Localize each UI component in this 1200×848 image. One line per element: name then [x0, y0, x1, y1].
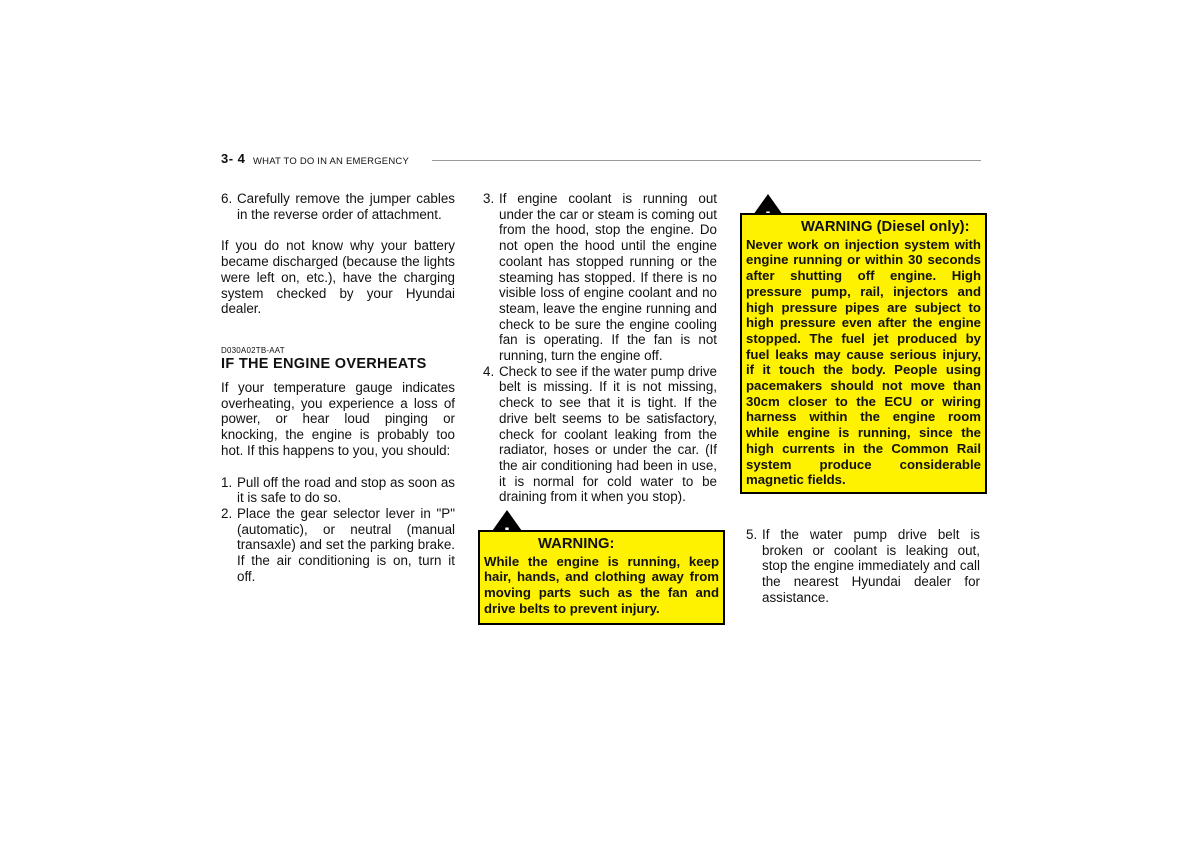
- diesel-warning-box: [740, 213, 987, 494]
- step-text: Carefully remove the jumper cables in the reverse order of attachment.: [237, 191, 455, 222]
- step-text: Pull off the road and stop as soon as it is safe to do so.: [237, 474, 455, 506]
- column-1: [221, 191, 455, 317]
- step-number: 1.: [221, 474, 233, 490]
- step-6: [221, 191, 455, 222]
- page-number: 3- 4: [221, 151, 246, 166]
- warning-title: WARNING:: [538, 536, 615, 552]
- step-text: Check to see if the water pump drive belt is missing. If it is not missing, check to see that it is tight. If the drive belt seems to be satisfactory, check for coolant leaking from the radiator, hoses or under the car. (If the air conditioning had been in use, it is normal for cold water to be draining from it when you stop).: [499, 363, 717, 505]
- warning-title: WARNING (Diesel only):: [801, 219, 970, 235]
- intro-paragraph: If your temperature gauge indicates overheating, you experience a loss of power, or hear loud pinging or knocking, the engine is probably too hot. If this happens to you, you should:: [221, 380, 455, 458]
- section-code: D030A02TB-AAT: [221, 346, 285, 355]
- step-2: [221, 506, 455, 585]
- step-3: [483, 191, 717, 364]
- section-heading: IF THE ENGINE OVERHEATS: [221, 356, 427, 372]
- step-4: [483, 364, 717, 505]
- step-text: Place the gear selector lever in "P" (automatic), or neutral (manual transaxle) and set the parking brake. If the air conditioning is on, turn it off.: [237, 505, 455, 584]
- step-number: 2.: [221, 505, 233, 521]
- warning-text: While the engine is running, keep hair, hands, and clothing away from moving parts such as the fan and drive belts to prevent injury.: [484, 553, 719, 616]
- step-number: 6.: [221, 191, 233, 206]
- warning-box: [478, 530, 725, 625]
- column-1-lower: [221, 380, 455, 584]
- step-text: If the water pump drive belt is broken or coolant is leaking out, stop the engine immediately and call the nearest Hyundai dealer for assistance.: [762, 527, 980, 605]
- battery-paragraph: If you do not know why your battery became discharged (because the lights were left on, etc.), have the charging system checked by your Hyundai dealer.: [221, 238, 455, 317]
- warning-text: Never work on injection system with engine running or within 30 seconds after shutting off engine. High pressure pump, rail, injectors and high pressure pipes are subject to high pressure even after the engine stopped. The fuel jet produced by fuel leaks may cause serious injury, if it touch the body. People using pacemakers should not move than 30cm closer to the ECU or wiring harness within the engine room while engine is running, since the high currents in the Common Rail system produce considerable magnetic fields.: [746, 236, 981, 488]
- step-text: If engine coolant is running out under the car or steam is coming out from the hood, stop the engine. Do not open the hood until the engine coolant has stopped running or the steaming has stopped. If there is no visible loss of engine coolant and no steam, leave the engine running and check to be sure the engine cooling fan is operating. If the fan is not running, turn the engine off.: [499, 191, 717, 364]
- step-number: 3.: [483, 191, 495, 206]
- step-number: 5.: [746, 527, 758, 542]
- header-rule: [432, 160, 981, 161]
- column-2: [483, 191, 717, 505]
- section-title: WHAT TO DO IN AN EMERGENCY: [253, 156, 409, 167]
- step-5: [746, 527, 980, 606]
- step-1: [221, 475, 455, 506]
- step-number: 4.: [483, 363, 495, 379]
- column-3-lower: [746, 527, 980, 606]
